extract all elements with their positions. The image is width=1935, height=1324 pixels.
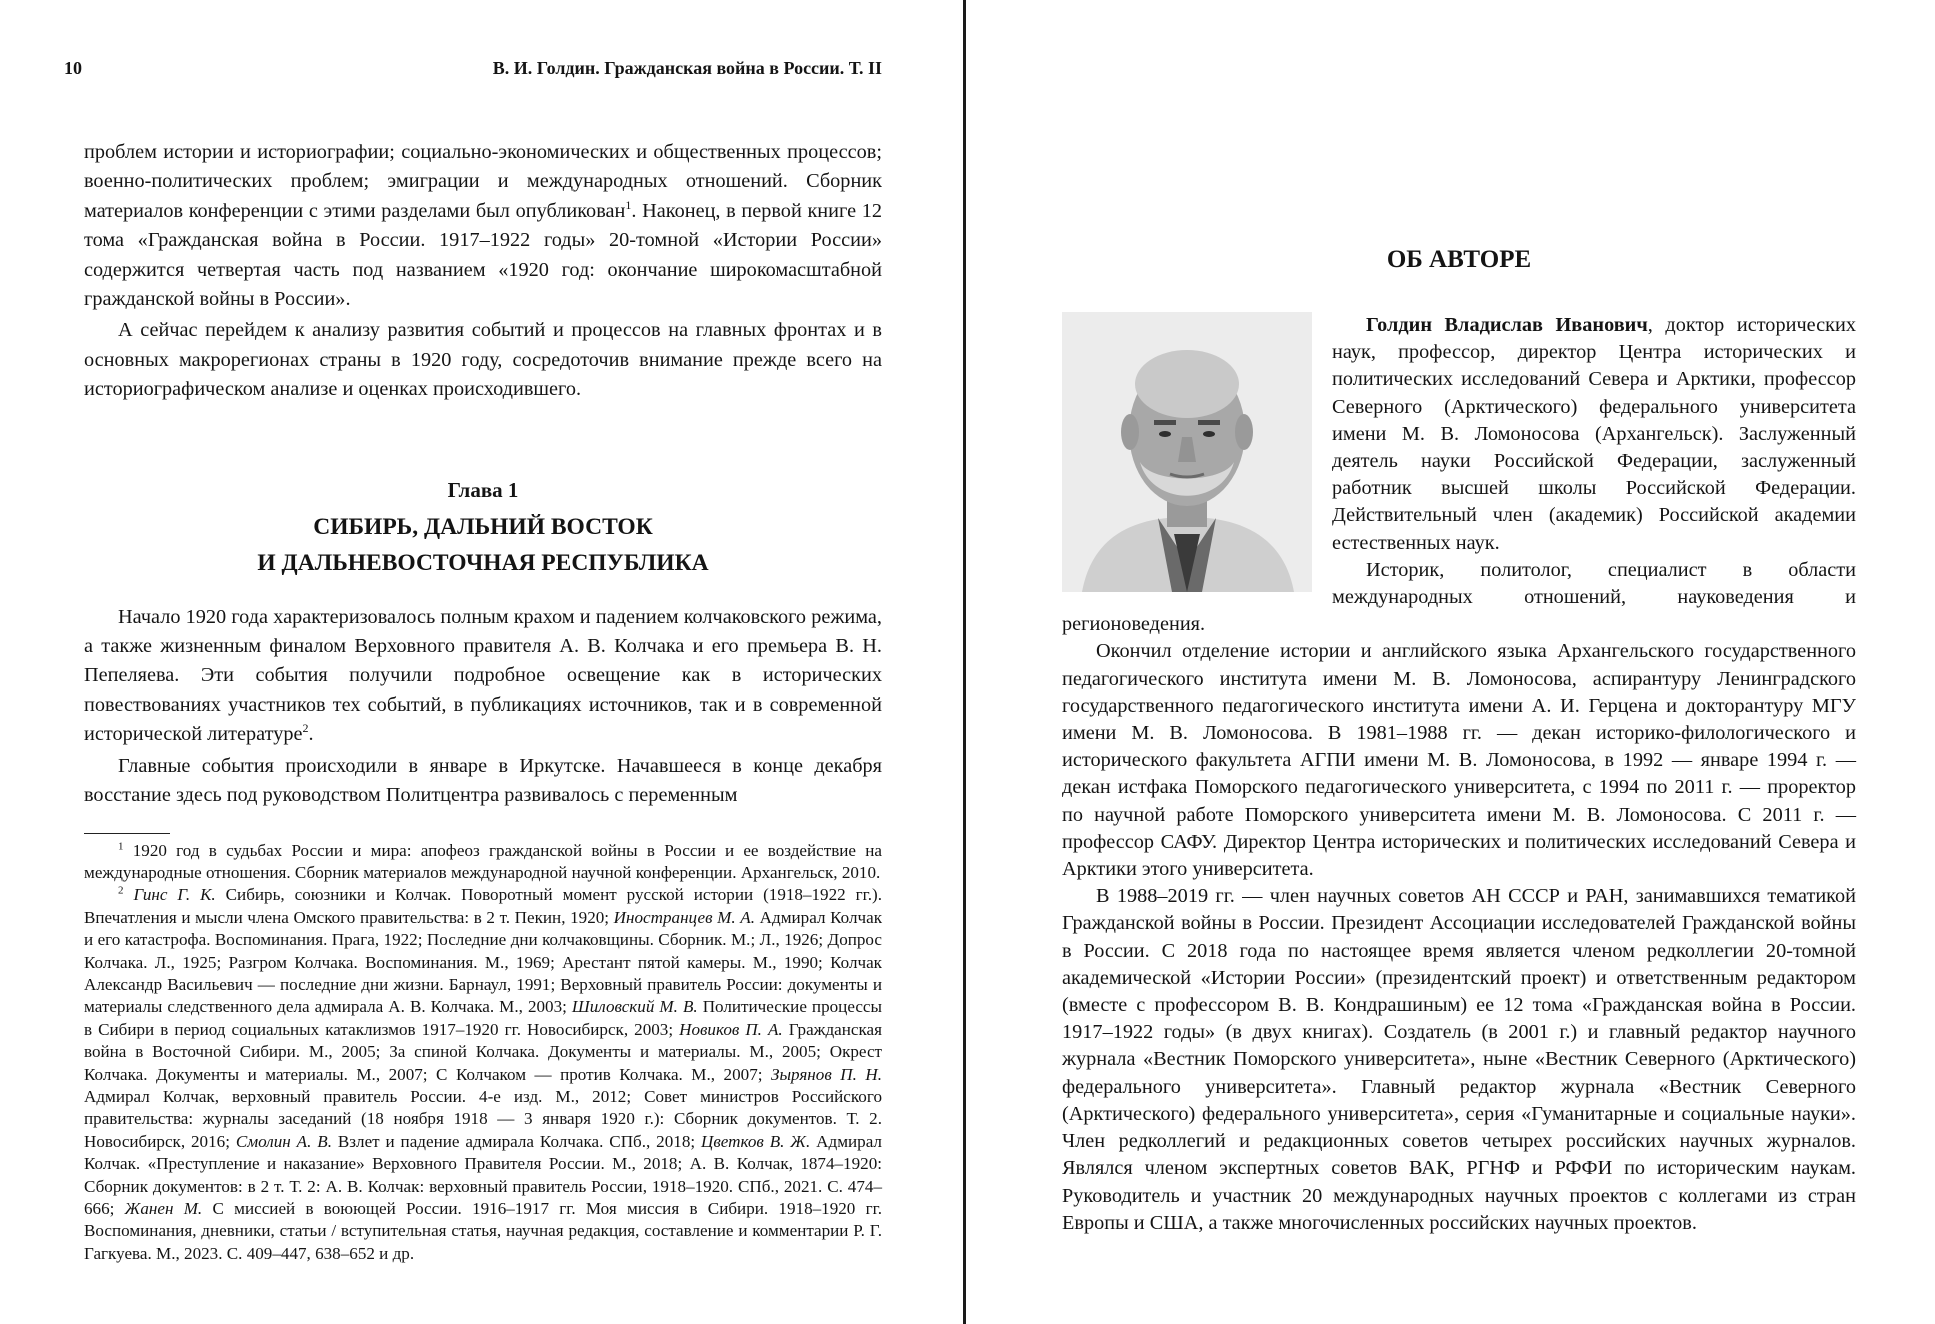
page-number: 10 bbox=[64, 58, 82, 78]
footnote-ref-1[interactable]: 1 bbox=[625, 198, 632, 213]
paragraph-4: Главные события происходили в январе в Иркутске. Начавшееся в конце декабря восстание здесь под руководством Политцентра развивалось с переменным bbox=[84, 754, 882, 807]
author-photo bbox=[1062, 312, 1312, 592]
chapter-title bbox=[84, 509, 882, 581]
author-name: Голдин Владислав Иванович bbox=[1366, 314, 1648, 336]
about-author-heading: ОБ АВТОРЕ bbox=[1386, 246, 1532, 273]
bio-paragraph-1: Голдин Владислав Иванович, доктор исторических наук, профессор, директор Центра исторических и политических исследований Севера и Арктики, профессор Северного (Арктического) федерального университета имени М. В. Ломоносова (Архангельск). Заслуженный деятель науки Российской Федерации, заслуженный работник высшей школы Российской Федерации. Действительный член (академик) Российской академии естественных наук. bbox=[1332, 314, 1856, 554]
bio-paragraph-2: Историк, политолог, специалист в области международных отношений, науковедения и регионоведения. bbox=[1062, 558, 1856, 636]
chapter-label: Глава 1 bbox=[447, 477, 519, 502]
author-portrait-image bbox=[1062, 312, 1312, 592]
running-head bbox=[64, 54, 882, 84]
running-title: В. И. Голдин. Гражданская война в России. Т. II bbox=[492, 58, 882, 78]
footnote-1: $^1$ 1920 год в судьбах России и мира: апофеоз гражданской войны в России и ее воздействие на международные отношения. Сборник материалов международной научной конференции. Архангельск, 2010. bbox=[84, 839, 882, 882]
chapter-text bbox=[84, 603, 882, 811]
intro-text bbox=[84, 138, 882, 405]
chapter-title-line-1: СИБИРЬ, ДАЛЬНИЙ ВОСТОК bbox=[313, 513, 653, 540]
footnote-divider bbox=[84, 833, 170, 834]
footnotes bbox=[84, 840, 882, 1266]
footnote-2: $^2$ Гинс Г. К. Сибирь, союзники и Колчак. Поворотный момент русской истории (1918–1922 гг.). Впечатления и мысли члена Омского правительства: в 2 т. Пекин, 1920; Иностранцев М. А. Адмирал Колчак и его катастрофа. Воспоминания. Прага, 1922; Последние дни колчаковщины. Сборник. М.; Л., 1926; Допрос Колчака. Л., 1925; Разгром Колчака. Воспоминания. М., 1969; Арестант пятой камеры. М., 1990; Колчак Александр Васильевич — последние дни жизни. Барнаул, 1991; Верховный правитель России: документы и материалы следственного дела адмирала А. В. Колчака. М., 2003; Шиловский М. В. Политические процессы в Сибири в период социальных катаклизмов 1917–1920 гг. Новосибирск, 2003; Новиков П. А. Гражданская война в Восточной Сибири. М., 2005; За спиной Колчака. Документы и материалы. М., 2005; Окрест Колчака. Документы и материалы. М., 2007; С Колчаком — против Колчака. М., 2007; Зырянов П. Н. Адмирал Колчак, верховный правитель России. 4-е изд. М., 2012; Совет министров Российского правительства: журналы заседаний (18 ноября 1918 — 3 января 1920 г.): Сборник документов. Т. 2. Новосибирск, 2016; Смолин А. В. Взлет и падение адмирала Колчака. СПб., 2018; Цветков В. Ж. Адмирал Колчак. «Преступление и наказание» Верховного Правителя России. М., 2018; А. В. Колчак, 1874–1920: Сборник документов: в 2 т. Т. 2: А. В. Колчак: верховный правитель России, 1918–1920. СПб., 2021. С. 474–666; Жанен М. С миссией в воюющей России. 1916–1917 гг. Моя миссия в Сибири. 1918–1920 гг. Воспоминания, дневники, статьи / вступительная статья, научная редакция, составление и комментарии Р. Г. Гагкуева. М., 2023. С. 409–447, 638–652 и др. bbox=[84, 884, 883, 1263]
footnote-ref-2[interactable]: 2 bbox=[302, 721, 309, 736]
bio-paragraph-3: Окончил отделение истории и английского языка Архангельского государственного педагогического института имени М. В. Ломоносова, аспирантуру Ленинградского государственного педагогического института имени А. И. Герцена и докторантуру МГУ имени М. В. Ломоносова. В 1981–1988 гг. — декан историко-филологического и исторического факультета АГПИ имени М. В. Ломоносова, в 1992 — январе 1994 г. — декан истфака Поморского педагогического университета, с 1994 по 2011 г. — проректор по научной работе Поморского университета имени М. В. Ломоносова. С 2011 г. — профессор САФУ. Директор Центра исторических и политических исследований Севера и Арктики этого университета. bbox=[1062, 640, 1856, 881]
paragraph-1: проблем истории и историографии; социально-экономических и общественных процессов; военно-политических проблем; эмиграции и международных отношений. Сборник материалов конференции с этими разделами был опубликован$^1$. Наконец, в первой книге 12 тома «Гражданская война в России. 1917–1922 годы» 20-томной «Истории России» содержится четвертая часть под названием «1920 год: окончание широкомасштабной гражданской войны в России». bbox=[84, 141, 882, 311]
paragraph-3: Начало 1920 года характеризовалось полным крахом и падением колчаковского режима, а также жизненным финалом Верховного правителя А. В. Колчака и его премьера В. Н. Пепеляева. Эти события получили подробное освещение как в исторических повествованиях участников тех событий, в публикациях источников, так и в современной исторической литературе$^2$. bbox=[84, 605, 882, 746]
left-page bbox=[64, 54, 883, 1265]
page-spine bbox=[963, 0, 966, 1324]
chapter-heading bbox=[84, 475, 882, 581]
bio-paragraph-4: В 1988–2019 гг. — член научных советов АН СССР и РАН, занимавшихся тематикой Гражданской войны в России. Президент Ассоциации исследователей Гражданской войны в России. С 2018 года по настоящее время является членом редколлегии 20-томной академической «Истории России» (президентский проект) и ответственным редактором (вместе с профессором В. В. Кондрашиным) ее 12 тома «Гражданская война в России. 1917–1922 годы» (в двух книгах). Создатель (в 2001 г.) и главный редактор научного журнала «Вестник Поморского университета», ныне «Вестник Северного (Арктического) федерального университета». Главный редактор журнала «Вестник Северного (Арктического) федерального университета», серия «Гуманитарные и социальные науки». Член редколлегий и редакционных советов четырех российских научных журналов. Являлся членом экспертных советов ВАК, РГНФ и РФФИ по историческим наукам. Руководитель и участник 20 международных научных проектов с коллегами из стран Европы и США, а также многочисленных российских научных проектов. bbox=[1062, 885, 1856, 1234]
paragraph-2: А сейчас перейдем к анализу развития событий и процессов на главных фронтах и в основных макрорегионах страны в 1920 году, сосредоточив внимание прежде всего на историографическом анализе и оценках происходившего. bbox=[84, 319, 882, 401]
chapter-title-line-2: И ДАЛЬНЕВОСТОЧНАЯ РЕСПУБЛИКА bbox=[257, 549, 709, 576]
right-page bbox=[1062, 312, 1856, 1237]
